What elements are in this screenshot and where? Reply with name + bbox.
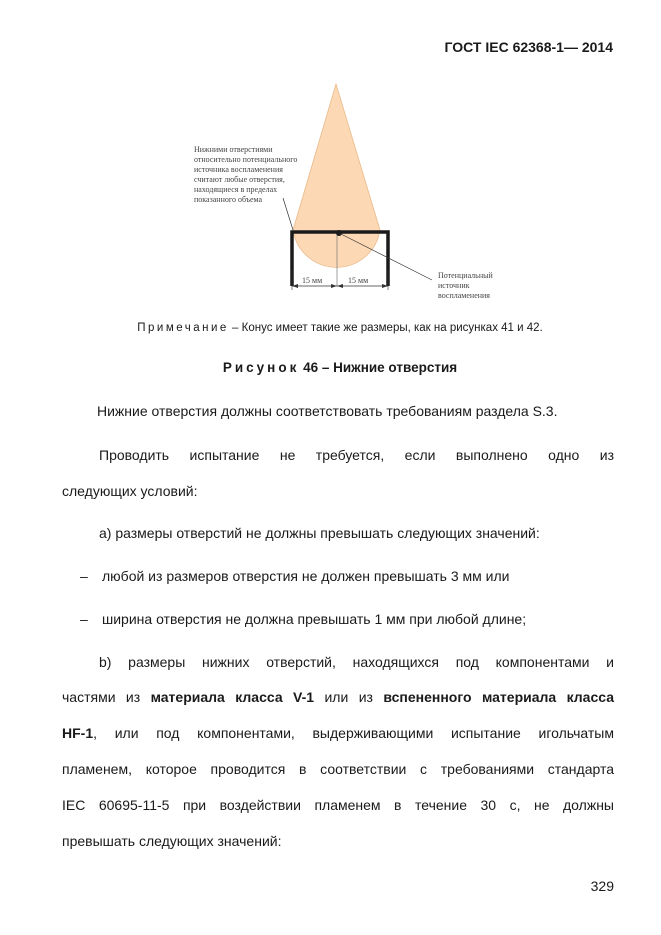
note-text: – Конус имеет такие же размеры, как на рисунках 41 и 42.: [228, 322, 543, 334]
paragraph-2-line1: Проводить испытание не требуется, если выполнено одно из: [99, 447, 614, 463]
paragraph-2-line2: следующих условий:: [62, 483, 198, 499]
page-number: 329: [590, 878, 614, 894]
figure-caption: [60, 360, 620, 375]
paragraph-1: [62, 393, 614, 429]
bullet-1-text: любой из размеров отверстия не должен превышать 3 мм или: [102, 568, 510, 584]
annotation-right: Потенциальный источник воспламенения: [438, 271, 493, 300]
paragraph-4-line5: IEC 60695-11-5 при воздействии пламенем в течение 30 с, не должны: [62, 797, 614, 813]
list-item: [62, 558, 614, 594]
cone-shape: [293, 84, 380, 267]
paragraph-1-text: Нижние отверстия должны соответствовать требованиям раздела S.3.: [97, 403, 558, 419]
paragraph-3: а) размеры отверстий не должны превышать следующих значений:: [99, 525, 540, 541]
annotation-left: Нижними отверстиями относительно потенциального источника воспламенения считают любые отверстия, находящиеся в пределах показанного объема: [194, 145, 298, 204]
bullet-marker: –: [80, 611, 88, 627]
cone-figure: [180, 80, 520, 305]
list-item: [62, 601, 614, 637]
bullet-marker: –: [80, 568, 88, 584]
dim-right-label: 15 мм: [348, 276, 369, 285]
leader-left: [283, 198, 293, 230]
note-label: Примечание: [137, 322, 229, 334]
caption-label: Рисунок: [222, 360, 300, 375]
cone-diagram: [180, 80, 520, 305]
paragraph-4-line4: пламенем, которое проводится в соответствии с требованиями стандарта: [62, 761, 614, 777]
document-header: ГОСТ IEC 62368-1— 2014: [444, 39, 613, 55]
bullet-2-text: ширина отверстия не должна превышать 1 мм при любой длине;: [102, 611, 527, 627]
paragraph-4-line1: b) размеры нижних отверстий, находящихся под компонентами и: [99, 654, 614, 670]
dim-left-label: 15 мм: [302, 276, 323, 285]
paragraph-4-line6: превышать следующих значений:: [62, 833, 282, 849]
paragraph-4-line2: частями из материала класса V-1 или из вспененного материала класса: [62, 689, 614, 705]
paragraph-4-line3: HF-1, или под компонентами, выдерживающими испытание игольчатым: [62, 725, 614, 741]
figure-note: [60, 322, 620, 334]
caption-text: 46 – Нижние отверстия: [299, 360, 458, 375]
